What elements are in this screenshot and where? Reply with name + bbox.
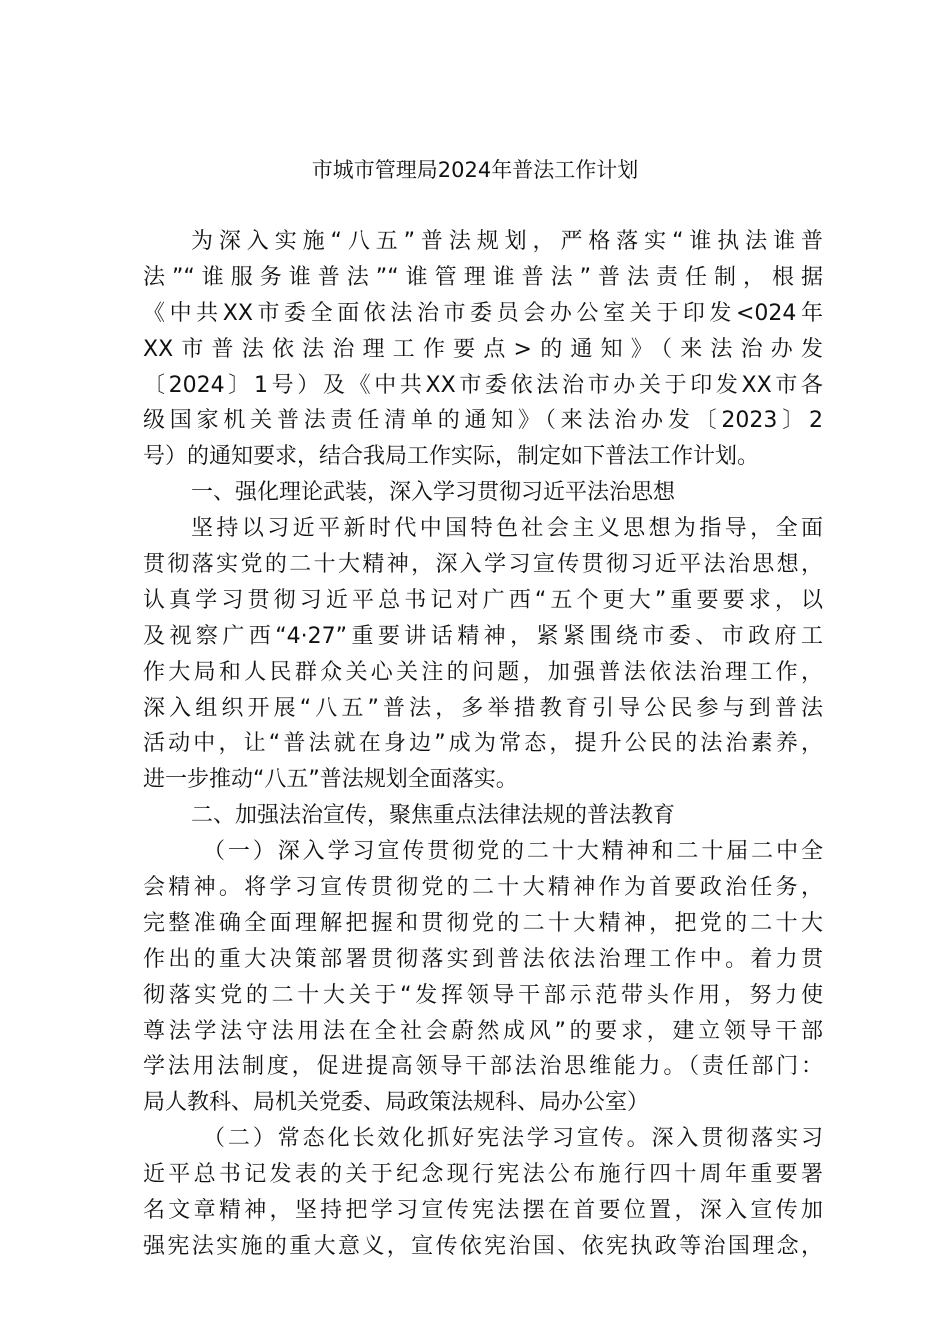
paragraph-line: 深入组织开展“八五”普法，多举措教育引导公民参与到普法 <box>143 695 823 721</box>
paragraph-line: XX市普法依法治理工作要点>的通知》（来法治办发 <box>143 336 823 362</box>
document-body <box>143 224 823 1265</box>
section-heading: 二、加强法治宣传，聚焦重点法律法规的普法教育 <box>191 803 676 829</box>
paragraph-line: 〔2024〕1号）及《中共XX市委依法治市办关于印发XX市各 <box>143 372 823 398</box>
paragraph-line: 彻落实党的二十大关于“发挥领导干部示范带头作用，努力使 <box>143 982 823 1008</box>
paragraph-line: 学法用法制度，促进提高领导干部法治思维能力。（责任部门： <box>143 1054 823 1080</box>
paragraph-line: 及视察广西“4·27”重要讲话精神，紧紧围绕市委、市政府工 <box>143 623 823 649</box>
paragraph-line: 号）的通知要求，结合我局工作实际，制定如下普法工作计划。 <box>143 444 760 470</box>
paragraph-line: 近平总书记发表的关于纪念现行宪法公布施行四十周年重要署 <box>143 1162 823 1188</box>
paragraph-line: 认真学习贯彻习近平总书记对广西“五个更大”重要要求，以 <box>143 587 823 613</box>
paragraph-line: 强宪法实施的重大意义，宣传依宪治国、依宪执政等治国理念， <box>143 1233 823 1259</box>
paragraph-line: 贯彻落实党的二十大精神，深入学习宣传贯彻习近平法治思想， <box>143 552 823 578</box>
section-heading: 一、强化理论武装，深入学习贯彻习近平法治思想 <box>191 480 676 506</box>
paragraph-line: 《中共XX市委全面依法治市委员会办公室关于印发<024年 <box>143 300 823 326</box>
paragraph-line: 局人教科、局机关党委、局政策法规科、局办公室） <box>143 1090 650 1116</box>
paragraph-line: 进一步推动“八五”普法规划全面落实。 <box>143 767 518 793</box>
paragraph-line: 尊法学法守法用法在全社会蔚然成风”的要求，建立领导干部 <box>143 1018 823 1044</box>
document-title: 市城市管理局2024年普法工作计划 <box>311 158 639 182</box>
paragraph-line: 作大局和人民群众关心关注的问题，加强普法依法治理工作， <box>143 659 823 685</box>
paragraph-line: 坚持以习近平新时代中国特色社会主义思想为指导，全面 <box>191 516 823 542</box>
paragraph-line: 完整准确全面理解把握和贯彻党的二十大精神，把党的二十大 <box>143 910 823 936</box>
paragraph-line: 级国家机关普法责任清单的通知》（来法治办发〔2023〕2 <box>143 408 823 434</box>
paragraph-line: 法”“谁服务谁普法”“谁管理谁普法”普法责任制，根据 <box>143 264 823 290</box>
paragraph-line: 会精神。将学习宣传贯彻党的二十大精神作为首要政治任务， <box>143 875 823 901</box>
paragraph-line: 活动中，让“普法就在身边”成为常态，提升公民的法治素养， <box>143 731 823 757</box>
paragraph-line: 名文章精神，坚持把学习宣传宪法摆在首要位置，深入宣传加 <box>143 1198 823 1224</box>
paragraph-line: 为深入实施“八五”普法规划，严格落实“谁执法谁普 <box>191 229 823 254</box>
paragraph-line: 作出的重大决策部署贯彻落实到普法依法治理工作中。着力贯 <box>143 946 823 972</box>
paragraph-line: （一）深入学习宣传贯彻党的二十大精神和二十届二中全 <box>203 839 823 865</box>
paragraph-line: （二）常态化长效化抓好宪法学习宣传。深入贯彻落实习 <box>203 1126 823 1152</box>
